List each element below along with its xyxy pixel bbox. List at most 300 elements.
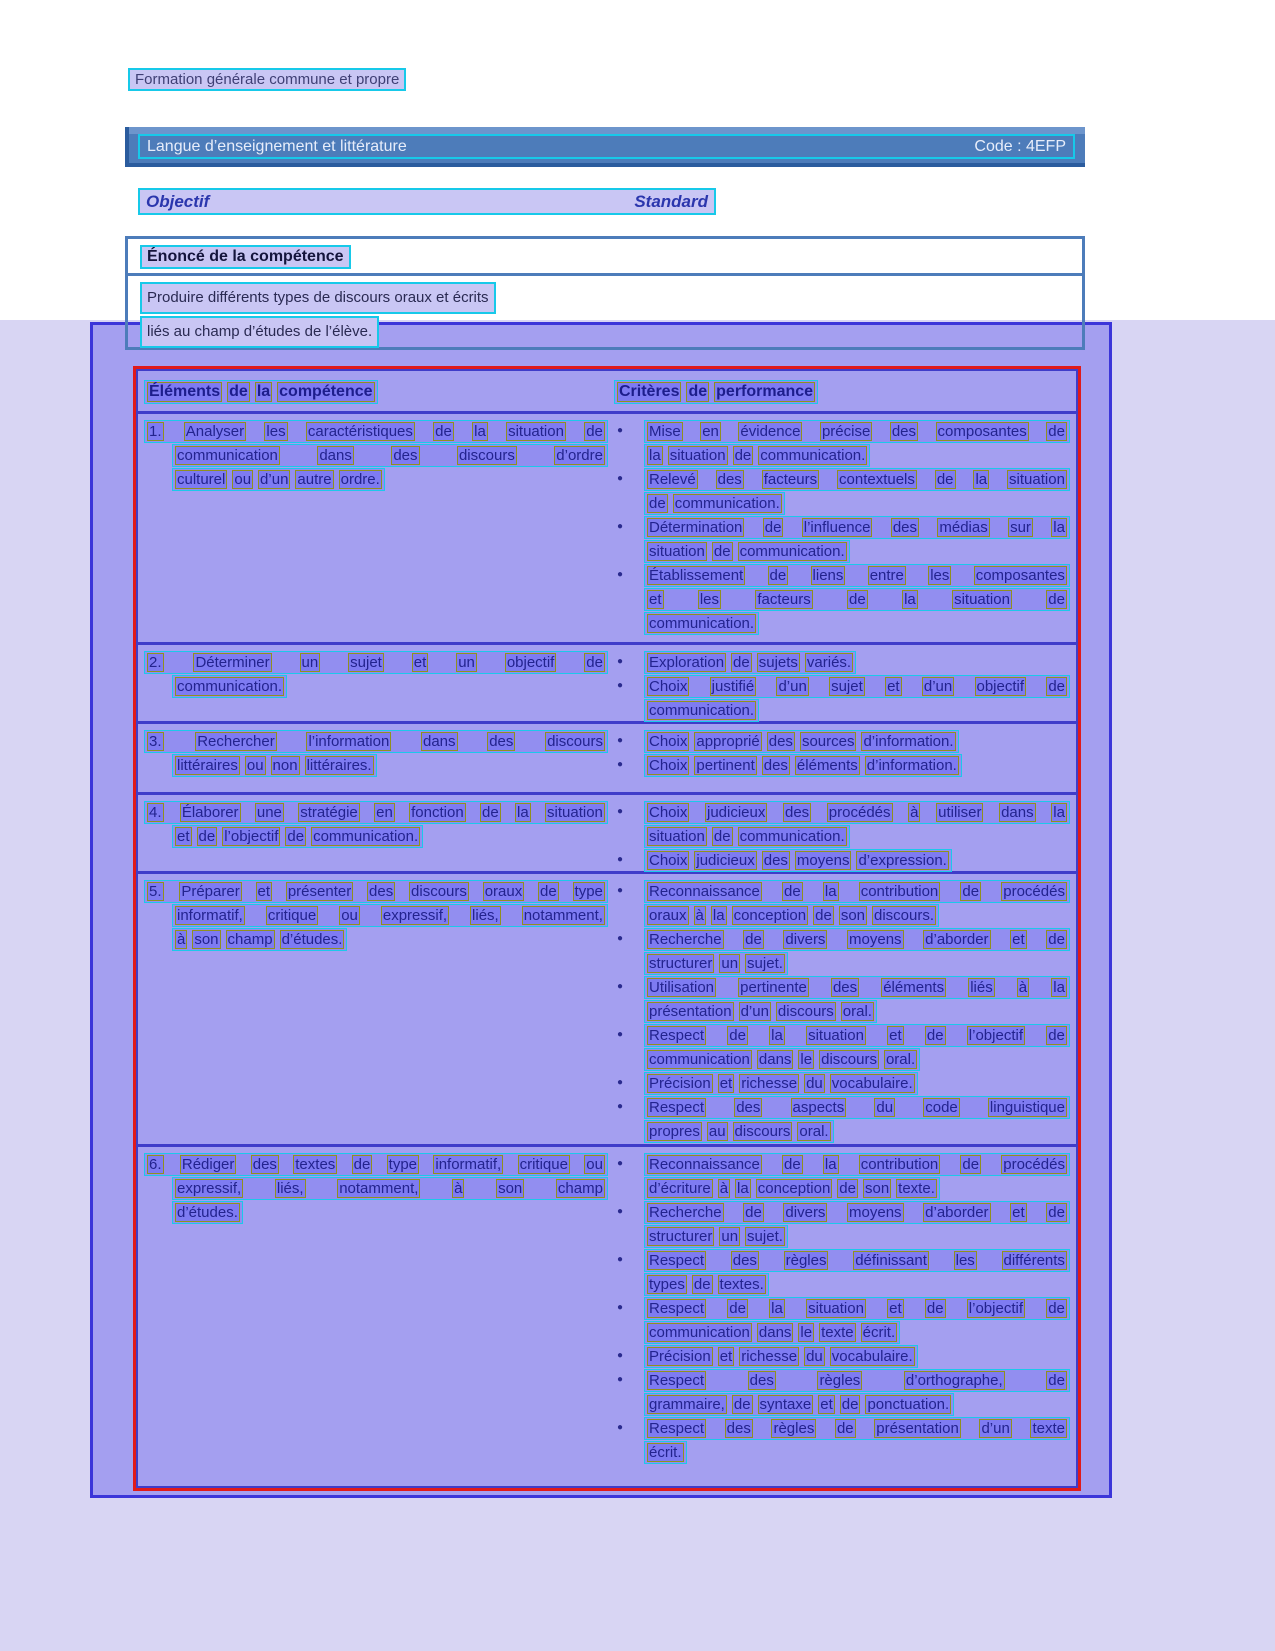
word-box: richesse bbox=[741, 1075, 798, 1092]
word-box: Choix bbox=[649, 678, 688, 695]
word-box: situation bbox=[954, 591, 1010, 608]
word-box: des bbox=[763, 757, 788, 774]
word-box: vocabulaire. bbox=[831, 1075, 913, 1092]
word-box: littéraires bbox=[177, 757, 238, 774]
word-box: discours bbox=[821, 1051, 877, 1068]
word-box: au bbox=[708, 1123, 726, 1140]
bullet-item bbox=[608, 928, 1070, 976]
word-box: Élaborer bbox=[181, 804, 239, 821]
bullet-lines bbox=[644, 651, 1070, 675]
word-box: de bbox=[733, 1396, 751, 1413]
word-box: procédés bbox=[828, 804, 891, 821]
word-box: utiliser bbox=[938, 804, 982, 821]
word-box: de bbox=[713, 543, 731, 560]
word-box: la bbox=[904, 591, 916, 608]
text-line bbox=[644, 1120, 834, 1143]
word-box: médias bbox=[939, 519, 988, 536]
word-box: la bbox=[824, 1156, 837, 1173]
word-box: une bbox=[256, 804, 282, 821]
criteria-cell bbox=[608, 874, 1076, 1144]
word-box: dans bbox=[1001, 804, 1034, 821]
word-box: moyens bbox=[849, 931, 902, 948]
word-box: communication. bbox=[649, 615, 755, 632]
word-box: et bbox=[649, 591, 662, 608]
enonce-title: Énoncé de la compétence bbox=[140, 245, 351, 269]
element-cell bbox=[138, 874, 608, 1144]
word-box: composantes bbox=[937, 423, 1027, 440]
word-box: performance bbox=[716, 383, 814, 400]
word-box: linguistique bbox=[989, 1099, 1065, 1116]
table-row bbox=[138, 1144, 1076, 1484]
word-box: éléments bbox=[796, 757, 858, 774]
bullet-lines bbox=[644, 1072, 1070, 1096]
word-box: un bbox=[721, 955, 739, 972]
bullet-lines bbox=[644, 1297, 1070, 1345]
word-box: de bbox=[229, 383, 248, 400]
word-box: contribution bbox=[860, 1156, 939, 1173]
word-box: de bbox=[482, 804, 499, 821]
word-box: situation bbox=[808, 1300, 864, 1317]
word-box: d’études. bbox=[177, 1204, 238, 1221]
word-box: sujet bbox=[350, 654, 382, 671]
word-box: vocabulaire. bbox=[831, 1348, 913, 1365]
word-box: un bbox=[721, 1228, 739, 1245]
word-box: de bbox=[745, 931, 762, 948]
word-box: informatif, bbox=[435, 1156, 502, 1173]
word-box: types bbox=[649, 1276, 685, 1293]
word-box: Reconnaissance bbox=[649, 1156, 760, 1173]
word-box: compétence bbox=[279, 383, 373, 400]
word-box: ou bbox=[234, 471, 252, 488]
bullet-marker: ● bbox=[617, 806, 624, 817]
word-box: texte bbox=[821, 1324, 854, 1341]
text-line bbox=[644, 651, 856, 674]
word-box: de bbox=[729, 1027, 746, 1044]
bullet-item bbox=[608, 675, 1070, 723]
word-box: composantes bbox=[975, 567, 1065, 584]
criteria-cell bbox=[608, 724, 1076, 792]
bullet-lines bbox=[644, 675, 1070, 723]
word-box: ordre. bbox=[340, 471, 380, 488]
word-box: caractéristiques bbox=[307, 423, 413, 440]
word-box: communication. bbox=[177, 678, 283, 695]
word-box: Respect bbox=[649, 1099, 705, 1116]
word-box: Éléments bbox=[149, 383, 221, 400]
word-box: des bbox=[891, 423, 917, 440]
word-box: de bbox=[839, 1180, 856, 1197]
col-header-criteres bbox=[614, 380, 818, 404]
word-box: Exploration bbox=[649, 654, 725, 671]
enonce-line-highlight: liés au champ d’études de l’élève. bbox=[140, 316, 379, 348]
text-line bbox=[644, 540, 850, 563]
word-box: 4. bbox=[149, 804, 162, 821]
bullet-marker: ● bbox=[617, 933, 624, 944]
bullet-item bbox=[608, 1249, 1070, 1297]
text-line bbox=[644, 1369, 1070, 1392]
text-line bbox=[644, 801, 1070, 824]
word-box: d’un bbox=[923, 678, 953, 695]
text-line bbox=[644, 1048, 920, 1071]
word-box: des bbox=[768, 733, 793, 750]
bullet-marker: ● bbox=[617, 425, 624, 436]
word-box: entre bbox=[869, 567, 904, 584]
word-box: expressif, bbox=[177, 1180, 242, 1197]
word-box: la bbox=[1053, 979, 1065, 996]
text-line bbox=[644, 1345, 918, 1368]
enonce-header-row bbox=[128, 239, 1082, 276]
word-box: son bbox=[194, 931, 219, 948]
text-line bbox=[144, 420, 608, 443]
word-box: de bbox=[586, 654, 603, 671]
word-box: grammaire, bbox=[649, 1396, 725, 1413]
word-box: de bbox=[815, 907, 832, 924]
word-box: objectif bbox=[976, 678, 1025, 695]
word-box: la bbox=[975, 471, 988, 488]
word-box: d’orthographe, bbox=[905, 1372, 1003, 1389]
word-box: Détermination bbox=[649, 519, 743, 536]
table-row bbox=[138, 721, 1076, 792]
word-box: Choix bbox=[649, 852, 688, 869]
word-box: liés bbox=[970, 979, 993, 996]
word-box: des bbox=[832, 979, 858, 996]
word-box: champ bbox=[227, 931, 273, 948]
word-box: de bbox=[1048, 591, 1065, 608]
bullet-lines bbox=[644, 564, 1070, 636]
course-title: Langue d’enseignement et littérature bbox=[147, 137, 407, 155]
word-box: oral. bbox=[842, 1003, 872, 1020]
bullet-lines bbox=[644, 1369, 1070, 1417]
criteria-cell bbox=[608, 414, 1076, 642]
word-box: Respect bbox=[649, 1252, 705, 1269]
word-box: culturel bbox=[177, 471, 226, 488]
word-box: oral. bbox=[885, 1051, 916, 1068]
header-cell-elements bbox=[144, 380, 614, 411]
word-box: à bbox=[1018, 979, 1028, 996]
bullet-lines bbox=[644, 420, 1070, 468]
word-box: communication. bbox=[649, 702, 755, 719]
word-box: critique bbox=[267, 907, 317, 924]
word-box: des bbox=[252, 1156, 277, 1173]
word-box: dans bbox=[319, 447, 352, 464]
word-box: d’aborder bbox=[925, 931, 989, 948]
table-row bbox=[138, 411, 1076, 642]
word-box: divers bbox=[785, 931, 826, 948]
bullet-marker: ● bbox=[617, 1374, 624, 1385]
word-box: d’information. bbox=[863, 733, 954, 750]
word-box: les bbox=[930, 567, 950, 584]
word-box: communication. bbox=[674, 495, 780, 512]
text-line bbox=[644, 1249, 1070, 1272]
text-line bbox=[644, 612, 759, 635]
word-box: d’un bbox=[981, 1420, 1010, 1437]
word-box: son bbox=[864, 1180, 890, 1197]
word-box: Recherche bbox=[649, 1204, 722, 1221]
element-cell bbox=[138, 795, 608, 871]
word-box: procédés bbox=[1003, 1156, 1065, 1173]
word-box: de bbox=[784, 1156, 801, 1173]
word-box: d’un bbox=[778, 678, 807, 695]
word-box: en bbox=[376, 804, 393, 821]
word-box: facteurs bbox=[757, 591, 811, 608]
word-box: l’objectif bbox=[968, 1300, 1023, 1317]
word-box: un bbox=[301, 654, 319, 671]
word-box: de bbox=[1048, 1372, 1065, 1389]
word-box: la bbox=[517, 804, 529, 821]
bullet-marker: ● bbox=[617, 759, 624, 770]
word-box: du bbox=[876, 1099, 894, 1116]
table-rows bbox=[138, 411, 1076, 1484]
bullet-lines bbox=[644, 1345, 1070, 1369]
word-box: et bbox=[719, 1348, 733, 1365]
word-box: les bbox=[266, 423, 286, 440]
bullet-item bbox=[608, 754, 1070, 778]
word-box: des bbox=[892, 519, 918, 536]
word-box: définissant bbox=[855, 1252, 927, 1269]
word-box: d’un bbox=[260, 471, 289, 488]
word-box: et bbox=[719, 1075, 733, 1092]
word-box: évidence bbox=[740, 423, 801, 440]
word-box: conception bbox=[733, 907, 807, 924]
text-line bbox=[644, 1297, 1070, 1320]
bullet-item bbox=[608, 1072, 1070, 1096]
bullet-lines bbox=[644, 1024, 1070, 1072]
word-box: des bbox=[489, 733, 514, 750]
text-line bbox=[644, 849, 952, 872]
criteria-cell bbox=[608, 795, 1076, 871]
word-box: communication. bbox=[313, 828, 419, 845]
word-box: sources bbox=[801, 733, 855, 750]
word-box: des bbox=[763, 852, 788, 869]
word-box: situation bbox=[1009, 471, 1065, 488]
word-box: moyens bbox=[849, 1204, 902, 1221]
bullet-marker: ● bbox=[617, 1254, 624, 1265]
word-box: sur bbox=[1010, 519, 1031, 536]
word-box: divers bbox=[785, 1204, 826, 1221]
competence-table-region bbox=[133, 366, 1081, 1491]
word-box: à bbox=[454, 1180, 463, 1197]
word-box: structurer bbox=[649, 955, 713, 972]
word-box: de bbox=[713, 828, 731, 845]
text-line bbox=[644, 730, 959, 753]
word-box: informatif, bbox=[177, 907, 243, 924]
word-box: le bbox=[800, 1324, 813, 1341]
bullet-lines bbox=[644, 849, 1070, 873]
word-box: l’information bbox=[308, 733, 390, 750]
text-line bbox=[644, 588, 1070, 611]
enonce-box bbox=[125, 236, 1085, 350]
text-line bbox=[644, 1441, 687, 1464]
text-line bbox=[644, 1273, 769, 1296]
word-box: sujet. bbox=[747, 955, 783, 972]
word-box: liés, bbox=[472, 907, 499, 924]
word-box: d’un bbox=[740, 1003, 769, 1020]
bullet-marker: ● bbox=[617, 473, 624, 484]
criteria-cell bbox=[608, 645, 1076, 721]
word-box: éléments bbox=[883, 979, 945, 996]
word-box: son bbox=[498, 1180, 523, 1197]
document-category-highlight: Formation générale commune et propre bbox=[128, 68, 406, 91]
text-line bbox=[644, 420, 1070, 443]
bullet-marker: ● bbox=[617, 885, 624, 896]
word-box: 3. bbox=[149, 733, 162, 750]
bullet-item bbox=[608, 1297, 1070, 1345]
word-box: d’aborder bbox=[925, 1204, 989, 1221]
word-box: syntaxe bbox=[759, 1396, 812, 1413]
word-box: la bbox=[256, 383, 271, 400]
word-box: différents bbox=[1003, 1252, 1065, 1269]
word-box: liens bbox=[812, 567, 844, 584]
bullet-marker: ● bbox=[617, 1101, 624, 1112]
bullet-marker: ● bbox=[617, 1029, 624, 1040]
text-line bbox=[644, 1096, 1070, 1119]
text-line bbox=[644, 675, 1070, 698]
word-box: de bbox=[784, 883, 801, 900]
criteria-cell bbox=[608, 1147, 1076, 1484]
word-box: et bbox=[889, 1027, 902, 1044]
bullet-lines bbox=[644, 928, 1070, 976]
word-box: Respect bbox=[649, 1420, 705, 1437]
word-box: écrit. bbox=[862, 1324, 896, 1341]
word-box: la bbox=[737, 1180, 749, 1197]
word-box: sujet. bbox=[747, 1228, 783, 1245]
word-box: son bbox=[840, 907, 865, 924]
bullet-marker: ● bbox=[617, 1422, 624, 1433]
bullet-lines bbox=[644, 1417, 1070, 1465]
word-box: 5. bbox=[149, 883, 162, 900]
bullet-marker: ● bbox=[617, 735, 624, 746]
competence-table bbox=[136, 369, 1078, 1488]
word-box: de bbox=[841, 1396, 859, 1413]
word-box: les bbox=[699, 591, 720, 608]
word-box: écrit. bbox=[649, 1444, 682, 1461]
enonce-line-1 bbox=[140, 282, 1082, 316]
bullet-marker: ● bbox=[617, 981, 624, 992]
word-box: de bbox=[836, 1420, 854, 1437]
text-line bbox=[172, 928, 347, 951]
word-box: de bbox=[693, 1276, 711, 1293]
word-box: ponctuation. bbox=[867, 1396, 950, 1413]
word-box: et bbox=[1012, 1204, 1025, 1221]
word-box: stratégie bbox=[300, 804, 358, 821]
word-box: la bbox=[771, 1300, 783, 1317]
word-box: présentation bbox=[649, 1003, 732, 1020]
word-box: des bbox=[736, 1099, 761, 1116]
word-box: sujets bbox=[758, 654, 798, 671]
text-line bbox=[172, 1201, 243, 1224]
word-box: oral. bbox=[799, 1123, 829, 1140]
bullet-lines bbox=[644, 516, 1070, 564]
word-box: dans bbox=[423, 733, 456, 750]
word-box: textes. bbox=[719, 1276, 764, 1293]
word-box: oraux bbox=[484, 883, 523, 900]
word-box: ou bbox=[341, 907, 358, 924]
word-box: de bbox=[1048, 423, 1065, 440]
table-row bbox=[138, 792, 1076, 871]
title-banner bbox=[125, 127, 1085, 167]
bullet-lines bbox=[644, 754, 1070, 778]
word-box: et bbox=[889, 1300, 902, 1317]
word-box: oraux bbox=[649, 907, 687, 924]
word-box: Choix bbox=[649, 757, 688, 774]
bullet-marker: ● bbox=[617, 521, 624, 532]
text-line bbox=[144, 1153, 608, 1176]
word-box: de bbox=[733, 654, 750, 671]
bullet-marker: ● bbox=[617, 854, 624, 865]
bullet-marker: ● bbox=[617, 1302, 624, 1313]
word-box: de bbox=[540, 883, 557, 900]
bullet-marker: ● bbox=[617, 680, 624, 691]
bullet-lines bbox=[644, 1249, 1070, 1297]
word-box: facteurs bbox=[763, 471, 818, 488]
bullet-lines bbox=[644, 730, 1070, 754]
word-box: Choix bbox=[649, 733, 688, 750]
word-box: le bbox=[800, 1051, 813, 1068]
course-code: Code : 4EFP bbox=[974, 137, 1066, 155]
bullet-item bbox=[608, 849, 1070, 873]
bullet-item bbox=[608, 1417, 1070, 1465]
word-box: discours. bbox=[874, 907, 935, 924]
word-box: à bbox=[695, 907, 704, 924]
element-cell bbox=[138, 724, 608, 792]
word-box: moyens bbox=[796, 852, 850, 869]
bullet-lines bbox=[644, 880, 1070, 928]
text-line bbox=[644, 1321, 900, 1344]
word-box: règles bbox=[785, 1252, 827, 1269]
word-box: Respect bbox=[649, 1372, 705, 1389]
word-box: Précision bbox=[649, 1075, 711, 1092]
word-box: de bbox=[729, 1300, 746, 1317]
word-box: Critères bbox=[619, 383, 680, 400]
text-line bbox=[644, 516, 1070, 539]
word-box: du bbox=[806, 1075, 823, 1092]
text-line bbox=[644, 1153, 1070, 1176]
header-cell-criteres bbox=[614, 380, 1076, 411]
word-box: type bbox=[574, 883, 603, 900]
text-line bbox=[172, 468, 385, 491]
word-box: Respect bbox=[649, 1027, 705, 1044]
word-box: communication bbox=[649, 1324, 750, 1341]
text-line bbox=[644, 1225, 788, 1248]
word-box: et bbox=[257, 883, 271, 900]
word-box: d’ordre bbox=[556, 447, 603, 464]
text-line bbox=[172, 904, 608, 927]
bullet-item bbox=[608, 801, 1070, 849]
text-line bbox=[644, 904, 939, 927]
word-box: ou bbox=[246, 757, 264, 774]
word-box: non bbox=[272, 757, 298, 774]
word-box: justifié bbox=[711, 678, 755, 695]
word-box: notamment, bbox=[523, 907, 603, 924]
bullet-item bbox=[608, 564, 1070, 636]
text-line bbox=[644, 699, 759, 722]
word-box: d’expression. bbox=[858, 852, 947, 869]
word-box: contextuels bbox=[839, 471, 915, 488]
word-box: communication bbox=[649, 1051, 750, 1068]
text-line bbox=[144, 730, 608, 753]
word-box: la bbox=[1053, 804, 1065, 821]
word-box: la bbox=[1053, 519, 1065, 536]
word-box: de bbox=[649, 495, 666, 512]
bullet-marker: ● bbox=[617, 569, 624, 580]
word-box: précise bbox=[821, 423, 871, 440]
bullet-item bbox=[608, 1096, 1070, 1144]
word-box: à bbox=[177, 931, 186, 948]
word-box: Précision bbox=[649, 1348, 711, 1365]
text-line bbox=[172, 444, 608, 467]
word-box: textes bbox=[295, 1156, 336, 1173]
word-box: de bbox=[734, 447, 752, 464]
word-box: un bbox=[458, 654, 475, 671]
